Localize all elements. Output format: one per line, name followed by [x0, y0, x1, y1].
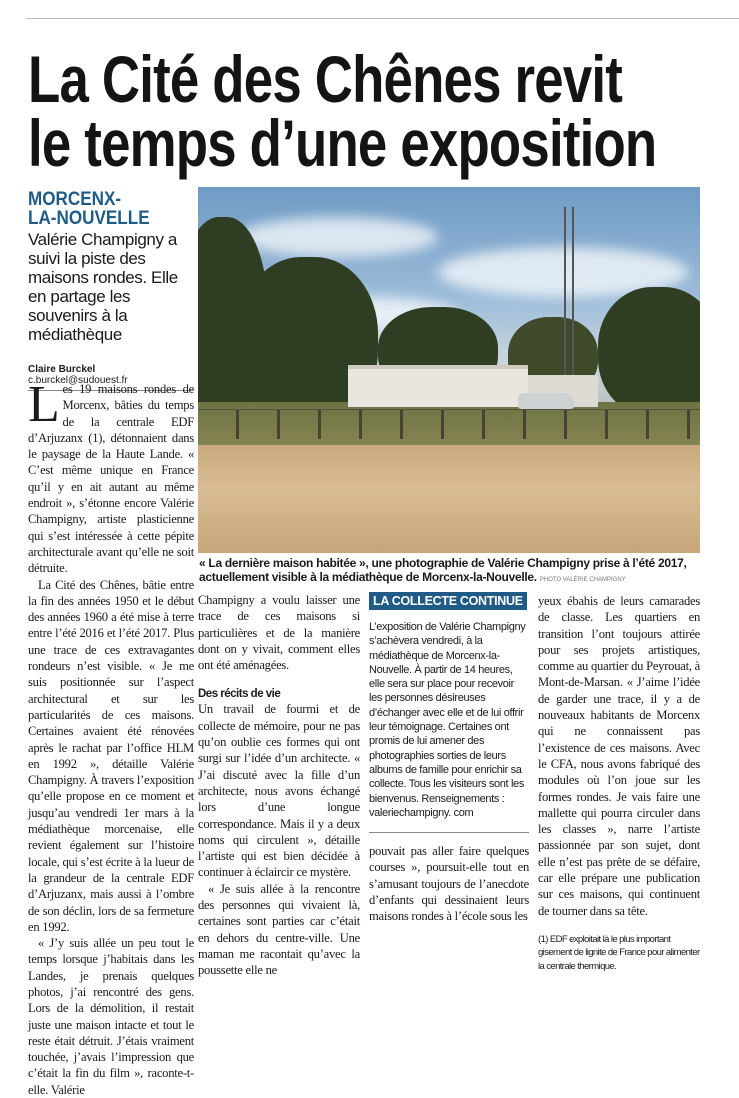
article-photo: [198, 187, 700, 553]
drop-cap: L: [28, 376, 60, 433]
location-line-2: LA-NOUVELLE: [28, 208, 150, 229]
headline-line-2: le temps d’une exposition: [28, 106, 657, 180]
headline-line-1: La Cité des Chênes revit: [28, 42, 623, 116]
body-column-2: [198, 592, 360, 979]
paragraph: pouvait pas aller faire quelques courses », poursuit-elle tout en s’amusant toujours de l’anecdote d’enfants qui dessinaient leurs maisons rondes à l’école sous les: [369, 844, 529, 924]
car: [518, 393, 574, 409]
paragraph: Champigny a voulu laisser une trace de ces maisons si particulières et de la manière dont on y vivait, comment elles ont été aménagées.: [198, 593, 360, 673]
round-house: [348, 365, 528, 407]
sidebar-box: [369, 592, 529, 925]
paragraph: yeux ébahis de leurs camarades de classe. Les quartiers en transition l’ont toujours attirée pour ses projets artistiques, comme au quartier du Peyrouat, à Mont-de-Marsan. « J’aime l’idée de garder une trace, il y a de nouveaux habitants de Morcenx qui ne connaissent pas l’existence de ces maisons. Avec le CFA, nous avons fabriqué des modules où l’on joue sur les formes rondes. Je vais faire une mallette qui pourra circuler dans les classes », narre l’artiste passionnée par son sujet, dont elle n’est pas prête de se défaire, car elle prépare une publication sur ces maisons, qui continuent de tourner dans sa tête.: [538, 594, 700, 918]
body-column-4: [538, 593, 700, 973]
author-name: Claire Burckel: [28, 364, 96, 375]
location-line-1: MORCENX-: [28, 189, 122, 210]
photo-credit: PHOTO VALÉRIE CHAMPIGNY: [539, 577, 626, 583]
deck: Valérie Champigny a suivi la piste des maisons rondes. Elle en partage les souvenirs à la médiathèque: [28, 230, 178, 344]
author-email[interactable]: c.burckel@sudouest.fr: [28, 375, 194, 391]
antenna-mast: [564, 207, 574, 377]
intro-column: [28, 190, 194, 391]
paragraph: « Je suis allée à la rencontre des personnes qui vivaient là, certaines sont parties car c’était en dehors du centre-ville. Une maman me racontait qu’avec la poussette elle ne: [198, 881, 360, 978]
top-rule: [26, 18, 739, 19]
sidebar-text: L’exposition de Valérie Champigny s’achèvera vendredi, à la médiathèque de Morcenx-la-Nouvelle. À partir de 14 heures, elle sera sur place pour recevoir les personnes désireuses d’échanger avec elle et de lui offrir leur témoignage. Certaines ont promis de lui amener des photographies sorties de leurs albums de famille pour enrichir sa collecte. Tous les visiteurs sont les bienvenus. Renseignements : valeriechampigny. com: [369, 620, 529, 833]
sidebar-title: LA COLLECTE CONTINUE: [369, 592, 527, 610]
photo-caption: [199, 556, 709, 587]
footnote: (1) EDF exploitait là le plus important gisement de lignite de France pour alimenter la centrale thermique.: [538, 933, 700, 972]
caption-text: « La dernière maison habitée », une photographie de Valérie Champigny prise à l’été 2017, actuellement visible à la médiathèque de Morcenx-la-Nouvelle.: [199, 556, 687, 584]
paragraph-text: es 19 maisons rondes de Morcenx, bâties du temps de la centrale EDF d’Arjuzanx (1), détonnaient dans le paysage de la Haute Lande. « C’est même unique en France qu’il y en ait autant au même endroit », s’étonne encore Valérie Champigny, artiste plasticienne qui s’est intéressée à cette pépite architecturale avant qu’elle ne soit détruite.: [28, 382, 194, 576]
paragraph: La Cité des Chênes, bâtie entre la fin des années 1950 et le début des années 1960 a été mise à terre entre l’été 2016 et l’été 2017. Plus une trace de ces extravagantes rondeurs n’est visible. « Je me suis positionnée sur l’aspect architectural et sur les particularités de ces maisons. Certaines avaient été rénovées après le rachat par l’office HLM en 1992 », détaille Valérie Champigny. À travers l’exposition qu’elle propose en ce moment et jusqu’au vendredi 1er mars à la médiathèque morcenaise, elle revient également sur l’histoire locale, qui s’est écrite à la lueur de la grandeur de la centrale EDF d’Arjuzanx, mais aussi à l’ombre de son déclin, lors de sa fermeture en 1992.: [28, 577, 194, 934]
subheading: Des récits de vie: [198, 688, 281, 701]
paragraph: Un travail de fourmi et de collecte de mémoire, pour ne pas qu’on oublie ces formes qui ont surgi sur l’idée d’un architecte. « J’ai discuté avec la fille d’un architecte, nous avons échangé lors d’une longue correspondance. Mais il y a deux noms qui circulent », détaille l’artiste qui est bien décidée à continuer à éclaircir ce mystère.: [198, 702, 360, 880]
paragraph: « J’y suis allée un peu tout le temps lorsque j’habitais dans les Landes, je prenais quelques photos, j’ai rencontré des gens. Lors de la démolition, il restait juste une maison intacte et tout le reste était détruit. J’étais vraiment touchée, j’avais l’impression que c’était la fin du film », raconte-t-elle. Valérie: [28, 936, 194, 1097]
